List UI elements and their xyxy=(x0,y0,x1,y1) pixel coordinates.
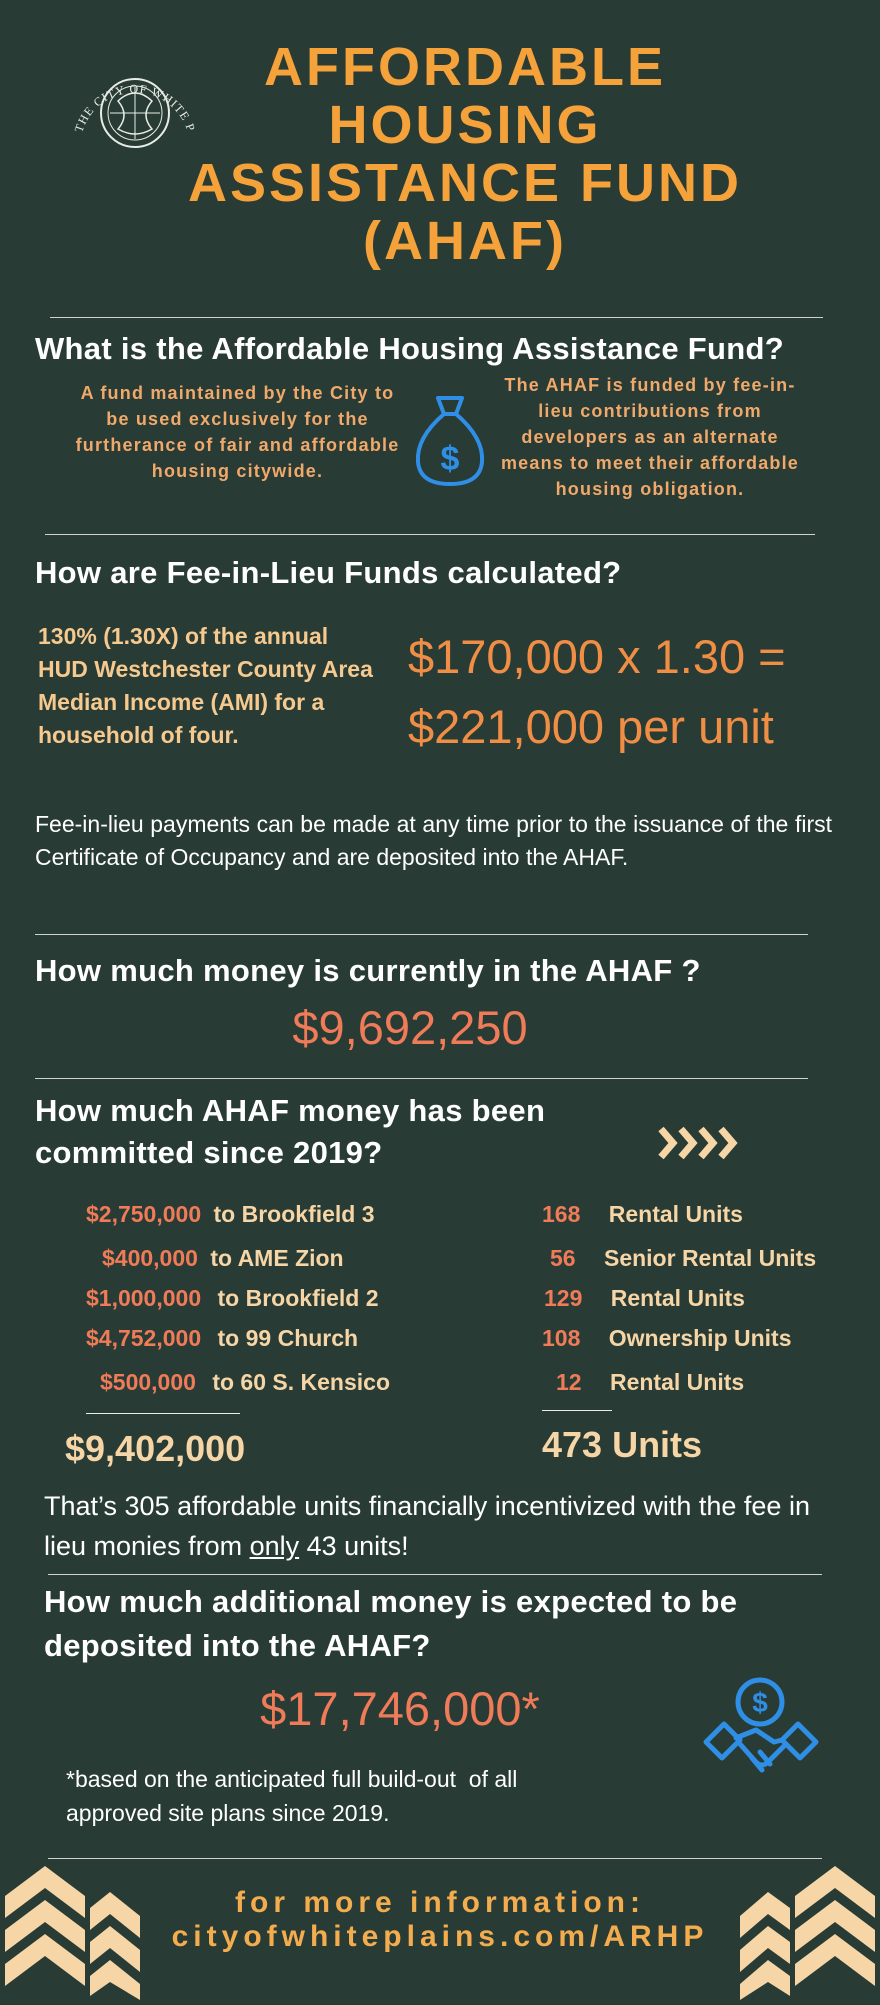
summary-emphasis: only xyxy=(249,1531,300,1561)
units-row-99-church xyxy=(542,1323,792,1353)
commitment-row-brookfield-3 xyxy=(86,1199,375,1229)
total-units: 473 Units xyxy=(542,1424,703,1465)
section-heading-expected xyxy=(44,1580,864,1668)
units-row-60-s-kensico xyxy=(556,1367,744,1397)
expected-amount: $17,746,000* xyxy=(260,1682,540,1735)
divider xyxy=(48,1574,822,1575)
title-line-1: AFFORDABLE xyxy=(264,37,666,97)
units-row-brookfield-3 xyxy=(542,1199,743,1229)
money-bag-icon xyxy=(410,390,490,490)
units-summary xyxy=(44,1486,844,1566)
title-line-2: HOUSING xyxy=(328,95,602,155)
unit-count: 168 xyxy=(542,1201,581,1227)
commitment-amount: $1,000,000 xyxy=(86,1285,202,1311)
decorative-pattern-left xyxy=(0,1856,150,2000)
footer-line-1: for more information: xyxy=(235,1886,645,1919)
fee-payment-paragraph: Fee-in-lieu payments can be made at any time prior to the issuance of the first Certificate of Occupancy and are deposited into the AHAF. xyxy=(35,811,832,870)
unit-count: 12 xyxy=(556,1369,582,1395)
decorative-pattern-right xyxy=(730,1856,880,2000)
fee-formula-line-2: $221,000 per unit xyxy=(408,700,774,753)
fund-purpose-text: A fund maintained by the City to be used exclusively for the furtherance of fair and affordable housing citywide. xyxy=(75,383,400,481)
divider xyxy=(35,934,808,935)
divider xyxy=(48,1858,822,1859)
commitment-destination: to 60 S. Kensico xyxy=(212,1369,390,1395)
commitment-destination: to Brookfield 3 xyxy=(213,1201,375,1227)
page-title xyxy=(150,38,780,270)
commitment-amount: $500,000 xyxy=(100,1369,196,1395)
commitment-row-99-church xyxy=(86,1323,358,1353)
units-row-ame-zion xyxy=(550,1243,816,1273)
fund-source-text: The AHAF is funded by fee-in-lieu contributions from developers as an alternate means to meet their affordable housing obligation. xyxy=(500,375,800,499)
commitment-amount: $2,750,000 xyxy=(86,1201,202,1227)
unit-count: 108 xyxy=(542,1325,581,1351)
title-line-4: (AHAF) xyxy=(363,211,567,271)
title-line-3: ASSISTANCE FUND xyxy=(187,153,743,213)
unit-type: Rental Units xyxy=(609,1369,745,1395)
current-balance-amount: $9,692,250 xyxy=(292,1001,528,1054)
divider xyxy=(50,317,823,318)
committed-heading-line-1: How much AHAF money has been xyxy=(35,1093,546,1128)
expected-heading-line-1: How much additional money is expected to be xyxy=(44,1584,738,1619)
unit-type: Senior Rental Units xyxy=(603,1245,817,1271)
sum-line-units xyxy=(542,1410,612,1411)
unit-type: Rental Units xyxy=(608,1201,743,1227)
unit-count: 56 xyxy=(550,1245,576,1271)
footnote-line-1: *based on the anticipated full build-out of all xyxy=(66,1766,518,1792)
fee-formula-line-1: $170,000 x 1.30 = xyxy=(408,630,786,683)
units-row-brookfield-2 xyxy=(544,1283,745,1313)
footer-info xyxy=(150,1886,730,1954)
footer-link[interactable]: cityofwhiteplains.com/ARHP xyxy=(171,1920,709,1953)
divider xyxy=(35,1078,808,1079)
total-committed-amount: $9,402,000 xyxy=(65,1428,246,1469)
summary-text-a: That’s 305 affordable units financially incentivized with the fee in lieu monies from xyxy=(44,1491,810,1561)
expected-heading-line-2: deposited into the AHAF? xyxy=(44,1628,431,1663)
section-heading-calculation: How are Fee-in-Lieu Funds calculated? xyxy=(35,555,622,590)
unit-type: Ownership Units xyxy=(608,1325,792,1351)
sum-line-amount xyxy=(86,1413,240,1414)
commitment-destination: to 99 Church xyxy=(217,1325,359,1351)
handshake-dollar-icon xyxy=(696,1672,826,1802)
svg-text:$: $ xyxy=(752,1687,768,1718)
commitment-amount: $4,752,000 xyxy=(86,1325,202,1351)
footnote-line-2: approved site plans since 2019. xyxy=(66,1800,390,1826)
section-heading-what-is: What is the Affordable Housing Assistance Fund? xyxy=(35,331,784,366)
commitment-row-brookfield-2 xyxy=(86,1283,379,1313)
ami-description: 130% (1.30X) of the annual HUD Westchester County Area Median Income (AMI) for a household of four. xyxy=(38,623,373,748)
commitment-destination: to AME Zion xyxy=(210,1245,344,1271)
committed-heading-line-2: committed since 2019? xyxy=(35,1135,383,1170)
divider xyxy=(45,534,815,535)
chevron-arrows-icon xyxy=(655,1123,745,1163)
commitment-row-ame-zion xyxy=(102,1243,344,1273)
unit-type: Rental Units xyxy=(610,1285,745,1311)
commitment-destination: to Brookfield 2 xyxy=(217,1285,379,1311)
svg-text:$: $ xyxy=(440,440,460,478)
section-heading-current-balance: How much money is currently in the AHAF ? xyxy=(35,953,701,988)
section-heading-committed xyxy=(35,1090,655,1174)
seal-text: THE CITY OF WHITE P xyxy=(71,81,199,135)
expected-footnote xyxy=(66,1762,686,1830)
commitment-row-60-s-kensico xyxy=(100,1367,390,1397)
unit-count: 129 xyxy=(544,1285,583,1311)
summary-text-b: 43 units! xyxy=(299,1531,409,1561)
commitment-amount: $400,000 xyxy=(102,1245,198,1271)
